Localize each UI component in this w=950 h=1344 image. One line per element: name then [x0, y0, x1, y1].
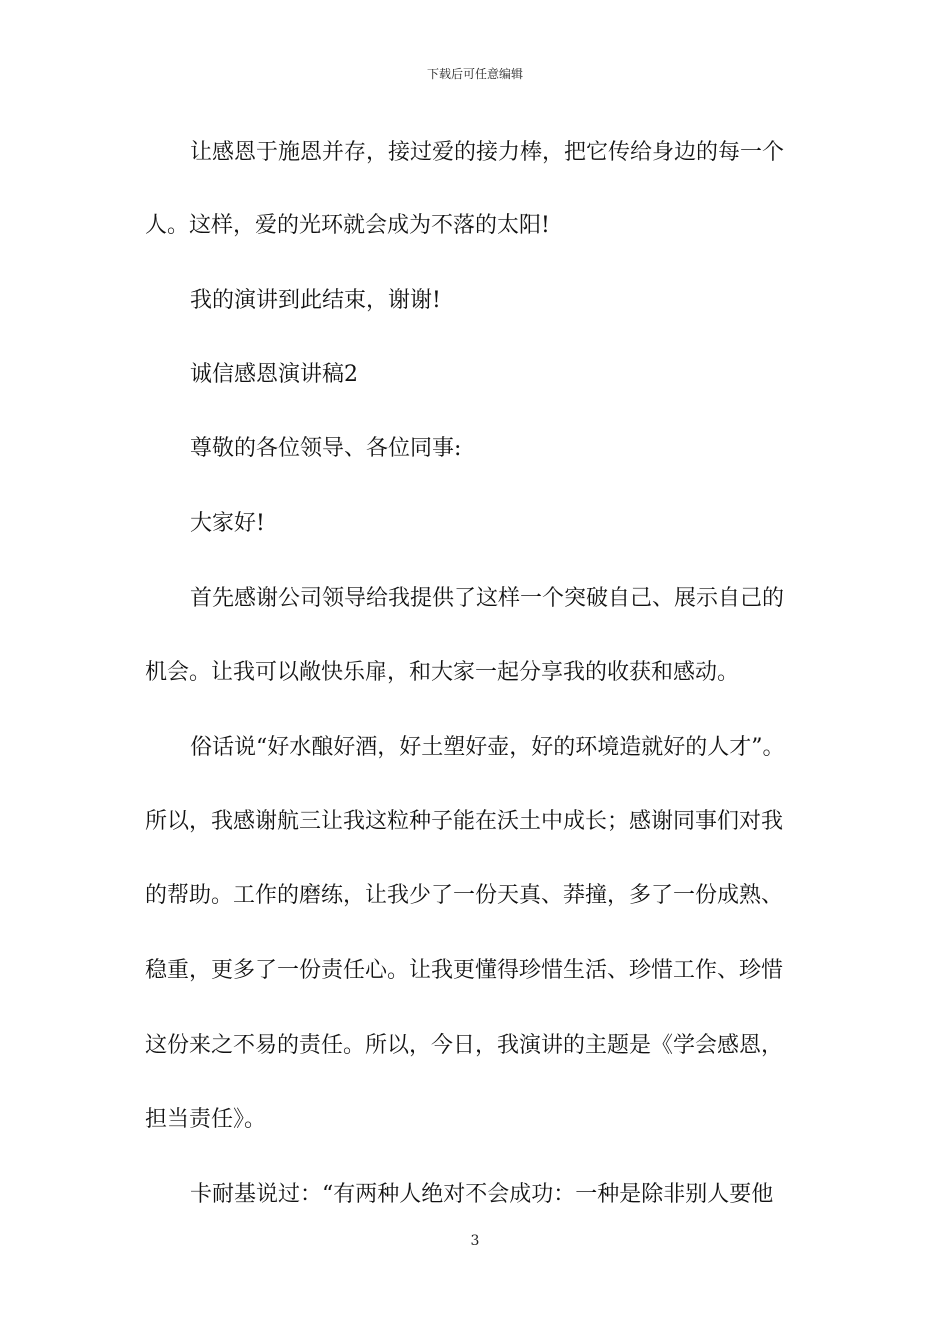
page-header: 下载后可任意编辑	[426, 67, 523, 81]
salutation: 尊敬的各位领导、各位同事:	[190, 436, 462, 461]
paragraph-line: 让感恩于施恩并存，接过爱的接力棒，把它传给身边的每一个	[190, 140, 785, 165]
paragraph-line: 俗话说“好水酿好酒，好土塑好壶，好的环境造就好的人才”。	[190, 735, 785, 760]
paragraph-line: 所以，我感谢航三让我这粒种子能在沃土中成长；感谢同事们对我	[145, 809, 784, 834]
greeting: 大家好!	[190, 511, 265, 536]
paragraph-line: 的帮助。工作的磨练，让我少了一份天真、莽撞，多了一份成熟、	[145, 883, 784, 908]
paragraph-line: 我的演讲到此结束，谢谢!	[190, 288, 441, 313]
paragraph-line: 首先感谢公司领导给我提供了这样一个突破自己、展示自己的	[190, 586, 785, 611]
page-number: 3	[470, 1233, 480, 1249]
paragraph-line: 担当责任》。	[145, 1107, 267, 1132]
paragraph-line: 人。这样，爱的光环就会成为不落的太阳!	[145, 213, 550, 238]
paragraph-line: 稳重，更多了一份责任心。让我更懂得珍惜生活、珍惜工作、珍惜	[145, 958, 784, 983]
paragraph-line: 机会。让我可以敞快乐扉，和大家一起分享我的收获和感动。	[145, 660, 740, 685]
paragraph-line: 卡耐基说过：“有两种人绝对不会成功：一种是除非别人要他	[190, 1182, 774, 1207]
paragraph-line: 这份来之不易的责任。所以，今日，我演讲的主题是《学会感恩，	[145, 1033, 784, 1058]
section-title: 诚信感恩演讲稿2	[190, 362, 358, 387]
